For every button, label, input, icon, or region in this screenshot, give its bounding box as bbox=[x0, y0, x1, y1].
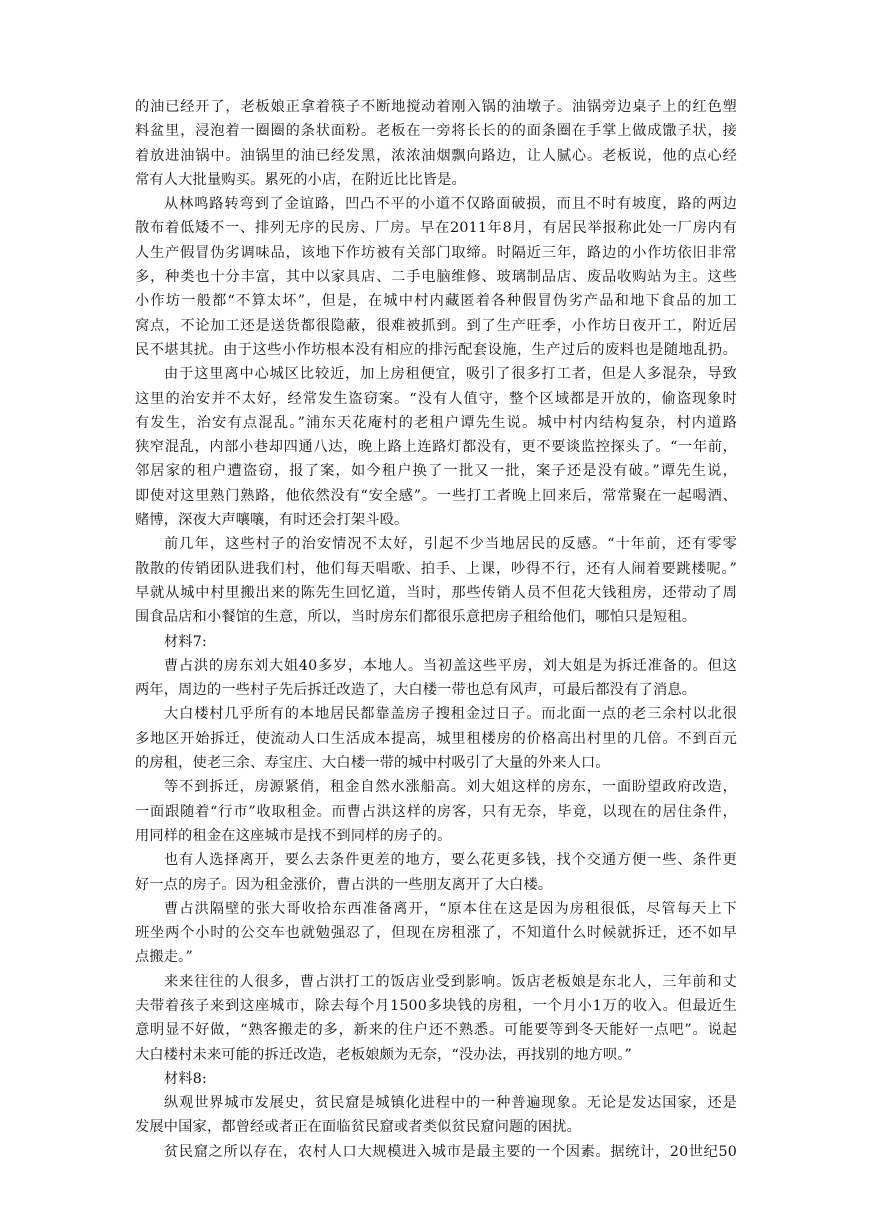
text-line: 从林鸣路转弯到了金谊路，凹凸不平的小道不仅路面破损，而且不时有坡度，路的两边 bbox=[164, 196, 737, 213]
text-line: 好一点的房子。因为租金涨价，曹占洪的一些朋友离开了大白楼。 bbox=[135, 876, 553, 893]
text-line: 班坐两个小时的公交车也就勉强忍了，但现在房租涨了，不知道什么时候就拆迁，还不如早 bbox=[135, 925, 737, 942]
text-line: 常有人大批量购买。累死的小店，在附近比比皆是。 bbox=[135, 171, 466, 188]
text-line: 一面跟随着“行市”收取租金。而曹占洪这样的房客，只有无奈，毕竟，以现在的居住条件， bbox=[135, 803, 737, 820]
text-line: 由于这里离中心城区比较近，加上房租便宜，吸引了很多打工者，但是人多混杂，导致 bbox=[164, 366, 737, 383]
text-line: 早就从城中村里搬出来的陈先生回忆道，当时，那些传销人员不但花大钱租房，还带动了周 bbox=[135, 584, 737, 601]
text-line: 大白楼村几乎所有的本地居民都靠盖房子搜租金过日子。而北面一点的老三余村以北很 bbox=[164, 706, 737, 723]
text-line: 材料7: bbox=[164, 633, 207, 650]
text-line: 两年，周边的一些村子先后拆迁改造了，大白楼一带也总有风声，可最后都没有了消息。 bbox=[135, 682, 697, 699]
text-line: 来来往往的人很多，曹占洪打工的饭店业受到影响。饭店老板娘是东北人，三年前和丈 bbox=[164, 973, 737, 990]
text-line: 的房租，使老三余、寿宝庄、大白楼一带的城中村吸引了大量的外来人口。 bbox=[135, 755, 610, 772]
text-line: 围食品店和小餐馆的生意，所以，当时房东们都很乐意把房子租给他们，哪怕只是短租。 bbox=[135, 609, 697, 626]
text-line: 多地区开始拆迁，使流动人口生活成本提高，城里租楼房的价格高出村里的几倍。不到百元 bbox=[135, 730, 737, 747]
text-line: 邻居家的租户遭盗窃，报了案，如今租户换了一批又一批，案子还是没有破。”谭先生说， bbox=[135, 463, 737, 480]
text-line: 料盆里，浸泡着一圈圈的条状面粉。老板在一旁将长长的的面条圈在手掌上做成馓子状，接 bbox=[135, 123, 737, 140]
text-line: 夫带着孩子来到这座城市，除去每个月1500多块钱的房租，一个月小1万的收入。但最近生 bbox=[135, 997, 737, 1014]
article-body bbox=[135, 95, 737, 1164]
text-line: 即使对这里熟门熟路，他依然没有“安全感”。一些打工者晚上回来后，常常聚在一起喝酒、 bbox=[135, 487, 737, 504]
text-line: 等不到拆迁，房源紧俏，租金自然水涨船高。刘大姐这样的房东，一面盼望政府改造， bbox=[164, 779, 737, 796]
text-line: 纵观世界城市发展史，贫民窟是城镇化进程中的一种普遍现象。无论是发达国家，还是 bbox=[164, 1095, 737, 1112]
text-line: 曹占洪隔壁的张大哥收拾东西准备离开，“原本住在这是因为房租很低，尽管每天上下 bbox=[164, 900, 737, 917]
text-line: 赌博，深夜大声嚷嚷，有时还会打架斗殴。 bbox=[135, 512, 409, 529]
text-line: 散布着低矮不一、排列无序的民房、厂房。早在2011年8月，有居民举报称此处一厂房内有 bbox=[135, 220, 737, 237]
text-line: 多，种类也十分丰富，其中以家具店、二手电脑维修、玻璃制品店、废品收购站为主。这些 bbox=[135, 269, 737, 286]
text-line: 狭窄混乱，内部小巷却四通八达，晚上路上连路灯都没有，更不要谈监控探头了。“一年前， bbox=[135, 439, 737, 456]
text-line: 民不堪其扰。由于这些小作坊根本没有相应的排污配套设施，生产过后的废料也是随地乱扔。 bbox=[135, 341, 737, 358]
text-line: 散散的传销团队进我们村，他们每天唱歌、拍手、上课，吵得不行，还有人闹着要跳楼呢。” bbox=[135, 560, 737, 577]
text-line: 前几年，这些村子的治安情况不太好，引起不少当地居民的反感。“十年前，还有零零 bbox=[164, 536, 737, 553]
text-line: 意明显不好做，“熟客搬走的多，新来的住户还不熟悉。可能要等到冬天能好一点吧”。说起 bbox=[135, 1022, 737, 1039]
text-line: 曹占洪的房东刘大姐40多岁，本地人。当初盖这些平房，刘大姐是为拆迁准备的。但这 bbox=[164, 657, 737, 674]
text-line: 也有人选择离开，要么去条件更差的地方，要么花更多钱，找个交通方便一些、条件更 bbox=[164, 852, 737, 869]
text-line: 有发生，治安有点混乱。”浦东天花庵村的老租户谭先生说。城中村内结构复杂，村内道路 bbox=[135, 414, 737, 431]
text-line: 窝点，不论加工还是送货都很隐蔽，很难被抓到。到了生产旺季，小作坊日夜开工，附近居 bbox=[135, 317, 737, 334]
text-line: 大白楼村未来可能的拆迁改造，老板娘颇为无奈，“没办法，再找别的地方呗。” bbox=[135, 1046, 632, 1063]
text-line: 材料8: bbox=[164, 1070, 207, 1087]
text-line: 点搬走。” bbox=[135, 949, 193, 966]
text-line: 用同样的租金在这座城市是找不到同样的房子的。 bbox=[135, 827, 452, 844]
text-line: 的油已经开了，老板娘正拿着筷子不断地搅动着刚入锅的油墩子。油锅旁边桌子上的红色塑 bbox=[135, 99, 737, 115]
text-line: 贫民窟之所以存在，农村人口大规模进入城市是最主要的一个因素。据统计，20世纪50 bbox=[164, 1143, 737, 1160]
text-line: 发展中国家，都曾经或者正在面临贫民窟或者类似贫民窟问题的困扰。 bbox=[135, 1119, 582, 1136]
text-line: 人生产假冒伪劣调味品，该地下作坊被有关部门取缔。时隔近三年，路边的小作坊依旧非常 bbox=[135, 244, 737, 261]
text-line: 小作坊一般都“不算太坏”，但是，在城中村内藏匿着各种假冒伪劣产品和地下食品的加工 bbox=[135, 293, 737, 310]
text-line: 着放进油锅中。油锅里的油已经发黑，浓浓油烟飘向路边，让人腻心。老板说，他的点心经 bbox=[135, 147, 737, 164]
text-line: 这里的治安并不太好，经常发生盗窃案。“没有人值守，整个区域都是开放的，偷盗现象时 bbox=[135, 390, 737, 407]
